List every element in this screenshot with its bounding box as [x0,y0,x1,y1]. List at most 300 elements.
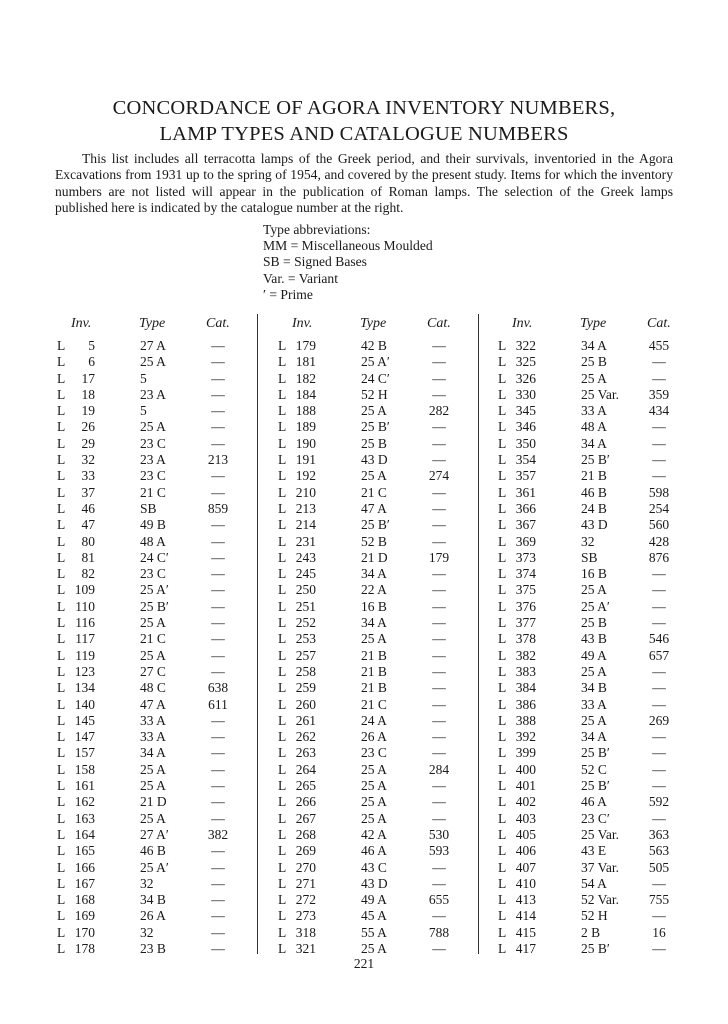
table-row [57,582,257,598]
catalogue-number: — [432,631,446,647]
table-row [498,615,698,631]
intro-paragraph: This list includes all terracotta lamps of the Greek period, and their survivals, inventoried in the Agora Excavations from 1931 up to the spring of 1954, and covered by the present study. Items for which the inventory numbers are not listed will appear in the publication of Roman lamps. The selection of the Greek lamps published here is indicated by the catalogue number at the right. [55,151,673,216]
lamp-type: SB [140,500,157,516]
catalogue-number: — [652,729,666,745]
lamp-type: 25 A [140,354,166,370]
catalogue-number: 434 [648,403,670,419]
inventory-prefix: L [498,533,507,549]
inventory-prefix: L [498,370,507,386]
inventory-prefix: L [57,745,66,761]
table-row [57,468,257,484]
inventory-prefix: L [278,663,287,679]
lamp-type: 34 A [140,745,166,761]
inventory-prefix: L [278,386,287,402]
inventory-prefix: L [498,386,507,402]
inventory-prefix: L [57,680,66,696]
table-row [498,631,698,647]
inventory-number: 6 [88,354,95,370]
catalogue-number: — [211,435,225,451]
inventory-number: 383 [515,663,536,679]
catalogue-number: 284 [428,761,450,777]
table-row [498,403,698,419]
table-row [57,713,257,729]
table-row [278,371,478,387]
inventory-number: 189 [295,419,316,435]
lamp-type: 23 B [140,940,166,956]
lamp-type: 23 C [140,468,166,484]
inventory-number: 210 [295,484,316,500]
catalogue-number: 282 [428,403,450,419]
inventory-number: 401 [515,778,536,794]
catalogue-number: — [211,647,225,663]
inventory-prefix: L [278,435,287,451]
inventory-prefix: L [57,403,66,419]
catalogue-number: — [211,370,225,386]
inventory-prefix: L [278,892,287,908]
lamp-type: 25 A [361,794,387,810]
inventory-prefix: L [278,729,287,745]
lamp-type: 25 A [361,810,387,826]
table-row [57,827,257,843]
column-header [278,314,478,338]
lamp-type: 21 C [361,484,387,500]
inventory-prefix: L [498,615,507,631]
lamp-type: 52 H [361,386,388,402]
inventory-prefix: L [498,452,507,468]
catalogue-number: 274 [428,468,450,484]
inventory-number: 258 [295,663,316,679]
inventory-number: 264 [295,761,316,777]
concordance-column-3 [498,314,698,957]
inventory-prefix: L [498,696,507,712]
catalogue-number: — [211,582,225,598]
catalogue-number: 269 [648,712,670,728]
inventory-prefix: L [57,794,66,810]
catalogue-number: — [432,729,446,745]
catalogue-number: — [432,745,446,761]
inventory-prefix: L [278,647,287,663]
inventory-prefix: L [57,843,66,859]
inventory-prefix: L [498,680,507,696]
inventory-prefix: L [498,810,507,826]
table-row [57,860,257,876]
table-row [498,387,698,403]
inventory-prefix: L [57,924,66,940]
lamp-type: 52 B [361,533,387,549]
lamp-type: 34 A [581,435,607,451]
table-row [498,811,698,827]
lamp-type: 37 Var. [581,859,620,875]
abbreviation-item: ′ = Prime [263,286,313,302]
table-row [498,697,698,713]
table-row [278,762,478,778]
catalogue-number: 788 [428,924,450,940]
lamp-type: 23 A [140,386,166,402]
table-row [278,876,478,892]
inventory-number: 410 [515,875,536,891]
catalogue-number: — [211,403,225,419]
catalogue-number: — [652,778,666,794]
table-row [498,648,698,664]
inventory-number: 250 [295,582,316,598]
inventory-prefix: L [278,859,287,875]
lamp-type: 25 A [361,761,387,777]
catalogue-number: 530 [428,826,450,842]
inventory-number: 181 [295,354,316,370]
lamp-type: 25 A [361,403,387,419]
catalogue-number: — [432,875,446,891]
inventory-prefix: L [498,826,507,842]
table-row [498,534,698,550]
lamp-type: 27 C [140,663,166,679]
lamp-type: 21 C [140,484,166,500]
table-row [278,631,478,647]
inventory-prefix: L [498,435,507,451]
catalogue-number: — [432,908,446,924]
inventory-number: 17 [81,370,95,386]
inventory-number: 326 [515,370,536,386]
inventory-prefix: L [57,598,66,614]
catalogue-number: 598 [648,484,670,500]
lamp-type: 25 B′ [581,745,610,761]
table-row [57,925,257,941]
table-row [57,338,257,354]
inventory-number: 145 [74,712,95,728]
catalogue-number: — [211,354,225,370]
inventory-number: 406 [515,843,536,859]
inventory-number: 259 [295,680,316,696]
table-row [278,387,478,403]
catalogue-number: — [211,712,225,728]
inventory-number: 269 [295,843,316,859]
table-row [57,908,257,924]
inventory-prefix: L [278,533,287,549]
table-row [57,452,257,468]
catalogue-number: 593 [428,843,450,859]
table-row [278,664,478,680]
lamp-type: 45 A [361,908,387,924]
lamp-type: 25 Var. [581,826,620,842]
inventory-number: 330 [515,386,536,402]
inventory-prefix: L [278,761,287,777]
inventory-prefix: L [57,484,66,500]
inventory-prefix: L [498,403,507,419]
header-inv: Inv. [512,316,533,331]
catalogue-number: — [211,761,225,777]
inventory-prefix: L [498,745,507,761]
inventory-prefix: L [498,484,507,500]
catalogue-number: — [211,892,225,908]
lamp-type: 25 A [581,370,607,386]
catalogue-number: — [652,452,666,468]
inventory-prefix: L [498,500,507,516]
lamp-type: 25 A [581,582,607,598]
table-row [278,419,478,435]
inventory-number: 392 [515,729,536,745]
catalogue-number: — [432,338,446,353]
lamp-type: 25 B′ [581,452,610,468]
inventory-prefix: L [57,338,66,353]
inventory-prefix: L [57,468,66,484]
lamp-type: 54 A [581,875,607,891]
table-row [57,794,257,810]
table-row [57,550,257,566]
inventory-prefix: L [57,419,66,435]
table-row [278,501,478,517]
table-row [498,729,698,745]
inventory-prefix: L [57,729,66,745]
inventory-prefix: L [498,794,507,810]
lamp-type: 27 A [140,338,166,353]
table-row [498,794,698,810]
table-row [57,534,257,550]
table-row [498,566,698,582]
inventory-number: 165 [74,843,95,859]
catalogue-number: — [432,484,446,500]
lamp-type: 25 A [140,761,166,777]
lamp-type: 26 A [140,908,166,924]
catalogue-number: — [652,940,666,956]
table-row [278,811,478,827]
table-row [278,745,478,761]
inventory-number: 375 [515,582,536,598]
lamp-type: 52 C [581,761,607,777]
inventory-number: 271 [295,875,316,891]
lamp-type: 33 A [140,729,166,745]
catalogue-number: — [211,468,225,484]
header-cat: Cat. [206,316,230,331]
catalogue-number: 655 [428,892,450,908]
catalogue-number: — [652,745,666,761]
inventory-prefix: L [278,338,287,353]
inventory-prefix: L [498,354,507,370]
lamp-type: 23 C [140,435,166,451]
lamp-type: 34 A [581,729,607,745]
catalogue-number: — [432,680,446,696]
catalogue-number: — [211,517,225,533]
inventory-number: 382 [515,647,536,663]
table-row [57,745,257,761]
catalogue-number: — [432,354,446,370]
table-row [498,762,698,778]
catalogue-number: — [211,859,225,875]
catalogue-number: — [211,843,225,859]
catalogue-number: — [211,810,225,826]
lamp-type: 5 [140,403,147,419]
lamp-type: 25 A′ [361,354,390,370]
concordance-column-2 [278,314,478,957]
lamp-type: 21 B [361,663,387,679]
table-row [278,860,478,876]
catalogue-number: — [652,761,666,777]
inventory-number: 117 [75,631,95,647]
lamp-type: 23 C [361,745,387,761]
inventory-number: 273 [295,908,316,924]
inventory-prefix: L [57,712,66,728]
table-row [278,648,478,664]
inventory-prefix: L [57,647,66,663]
inventory-number: 263 [295,745,316,761]
catalogue-number: 254 [648,500,670,516]
lamp-type: 43 D [361,452,388,468]
table-row [278,566,478,582]
inventory-number: 257 [295,647,316,663]
inventory-number: 163 [74,810,95,826]
inventory-number: 157 [74,745,95,761]
table-row [57,876,257,892]
inventory-prefix: L [57,631,66,647]
inventory-prefix: L [57,549,66,565]
lamp-type: 43 C [361,859,387,875]
lamp-type: 21 C [361,696,387,712]
abbreviation-item: SB = Signed Bases [263,254,367,270]
header-type: Type [139,316,166,331]
lamp-type: 25 A [361,778,387,794]
lamp-type: 49 A [361,892,387,908]
inventory-prefix: L [498,940,507,956]
inventory-prefix: L [57,386,66,402]
inventory-prefix: L [57,370,66,386]
catalogue-number: — [432,598,446,614]
catalogue-number: 179 [428,549,450,565]
catalogue-number: 755 [648,892,670,908]
catalogue-number: 505 [648,859,670,875]
table-row [498,925,698,941]
inventory-prefix: L [498,761,507,777]
inventory-number: 357 [515,468,536,484]
lamp-type: 16 B [581,566,607,582]
inventory-prefix: L [57,500,66,516]
table-row [498,664,698,680]
inventory-number: 178 [74,940,95,956]
inventory-number: 161 [74,778,95,794]
table-row [278,468,478,484]
inventory-prefix: L [57,875,66,891]
catalogue-number: — [432,794,446,810]
table-row [278,517,478,533]
lamp-type: 46 B [140,843,166,859]
catalogue-number: — [211,663,225,679]
catalogue-number: — [211,533,225,549]
inventory-number: 82 [81,566,95,582]
inventory-number: 400 [515,761,536,777]
inventory-prefix: L [278,517,287,533]
column-divider [257,314,258,954]
catalogue-number: — [432,533,446,549]
table-row [278,436,478,452]
inventory-number: 321 [295,940,316,956]
inventory-prefix: L [57,435,66,451]
table-row [498,371,698,387]
catalogue-number: 560 [648,517,670,533]
catalogue-number: — [432,435,446,451]
inventory-number: 272 [295,892,316,908]
table-row [57,762,257,778]
lamp-type: 32 [581,533,595,549]
table-row [498,485,698,501]
inventory-number: 260 [295,696,316,712]
lamp-type: 33 A [581,696,607,712]
inventory-number: 373 [515,549,536,565]
lamp-type: 27 A′ [140,826,169,842]
inventory-number: 214 [295,517,316,533]
inventory-number: 345 [515,403,536,419]
table-row [57,729,257,745]
inventory-prefix: L [498,729,507,745]
lamp-type: 25 A [361,468,387,484]
table-row [278,843,478,859]
lamp-type: 47 A [361,500,387,516]
inventory-prefix: L [498,778,507,794]
abbreviation-item: MM = Miscellaneous Moulded [263,238,433,254]
catalogue-number: — [652,908,666,924]
catalogue-number: — [652,680,666,696]
inventory-number: 407 [515,859,536,875]
column-divider [478,314,479,954]
inventory-number: 402 [515,794,536,810]
inventory-number: 184 [295,386,316,402]
inventory-prefix: L [498,419,507,435]
inventory-prefix: L [278,940,287,956]
lamp-type: 34 B [140,892,166,908]
column-header [57,314,257,338]
table-row [278,794,478,810]
inventory-number: 367 [515,517,536,533]
inventory-number: 270 [295,859,316,875]
inventory-prefix: L [498,924,507,940]
lamp-type: 47 A [140,696,166,712]
abbreviation-item: Var. = Variant [263,270,338,286]
table-row [278,599,478,615]
inventory-number: 415 [515,924,536,940]
inventory-number: 403 [515,810,536,826]
catalogue-number: — [432,778,446,794]
inventory-prefix: L [498,712,507,728]
inventory-number: 116 [75,615,95,631]
catalogue-number: — [432,712,446,728]
lamp-type: 24 C′ [140,549,169,565]
table-row [57,354,257,370]
abbreviations-heading: Type abbreviations: [263,222,371,237]
lamp-type: 25 B [361,435,387,451]
table-row [57,371,257,387]
catalogue-number: — [432,566,446,582]
catalogue-number: 428 [648,533,670,549]
table-row [57,631,257,647]
inventory-number: 261 [295,712,316,728]
lamp-type: 21 D [140,794,167,810]
inventory-number: 405 [515,826,536,842]
catalogue-number: 382 [207,826,229,842]
lamp-type: 21 B [361,647,387,663]
lamp-type: 23 A [140,452,166,468]
catalogue-number: — [211,615,225,631]
inventory-prefix: L [498,468,507,484]
catalogue-number: — [211,598,225,614]
inventory-number: 417 [515,940,536,956]
lamp-type: 34 B [581,680,607,696]
catalogue-number: — [432,500,446,516]
lamp-type: 24 B [581,500,607,516]
catalogue-number: — [652,875,666,891]
inventory-prefix: L [278,370,287,386]
inventory-number: 29 [81,435,95,451]
lamp-type: 23 C′ [581,810,610,826]
inventory-prefix: L [278,615,287,631]
inventory-number: 325 [515,354,536,370]
inventory-prefix: L [57,859,66,875]
lamp-type: 48 C [140,680,166,696]
